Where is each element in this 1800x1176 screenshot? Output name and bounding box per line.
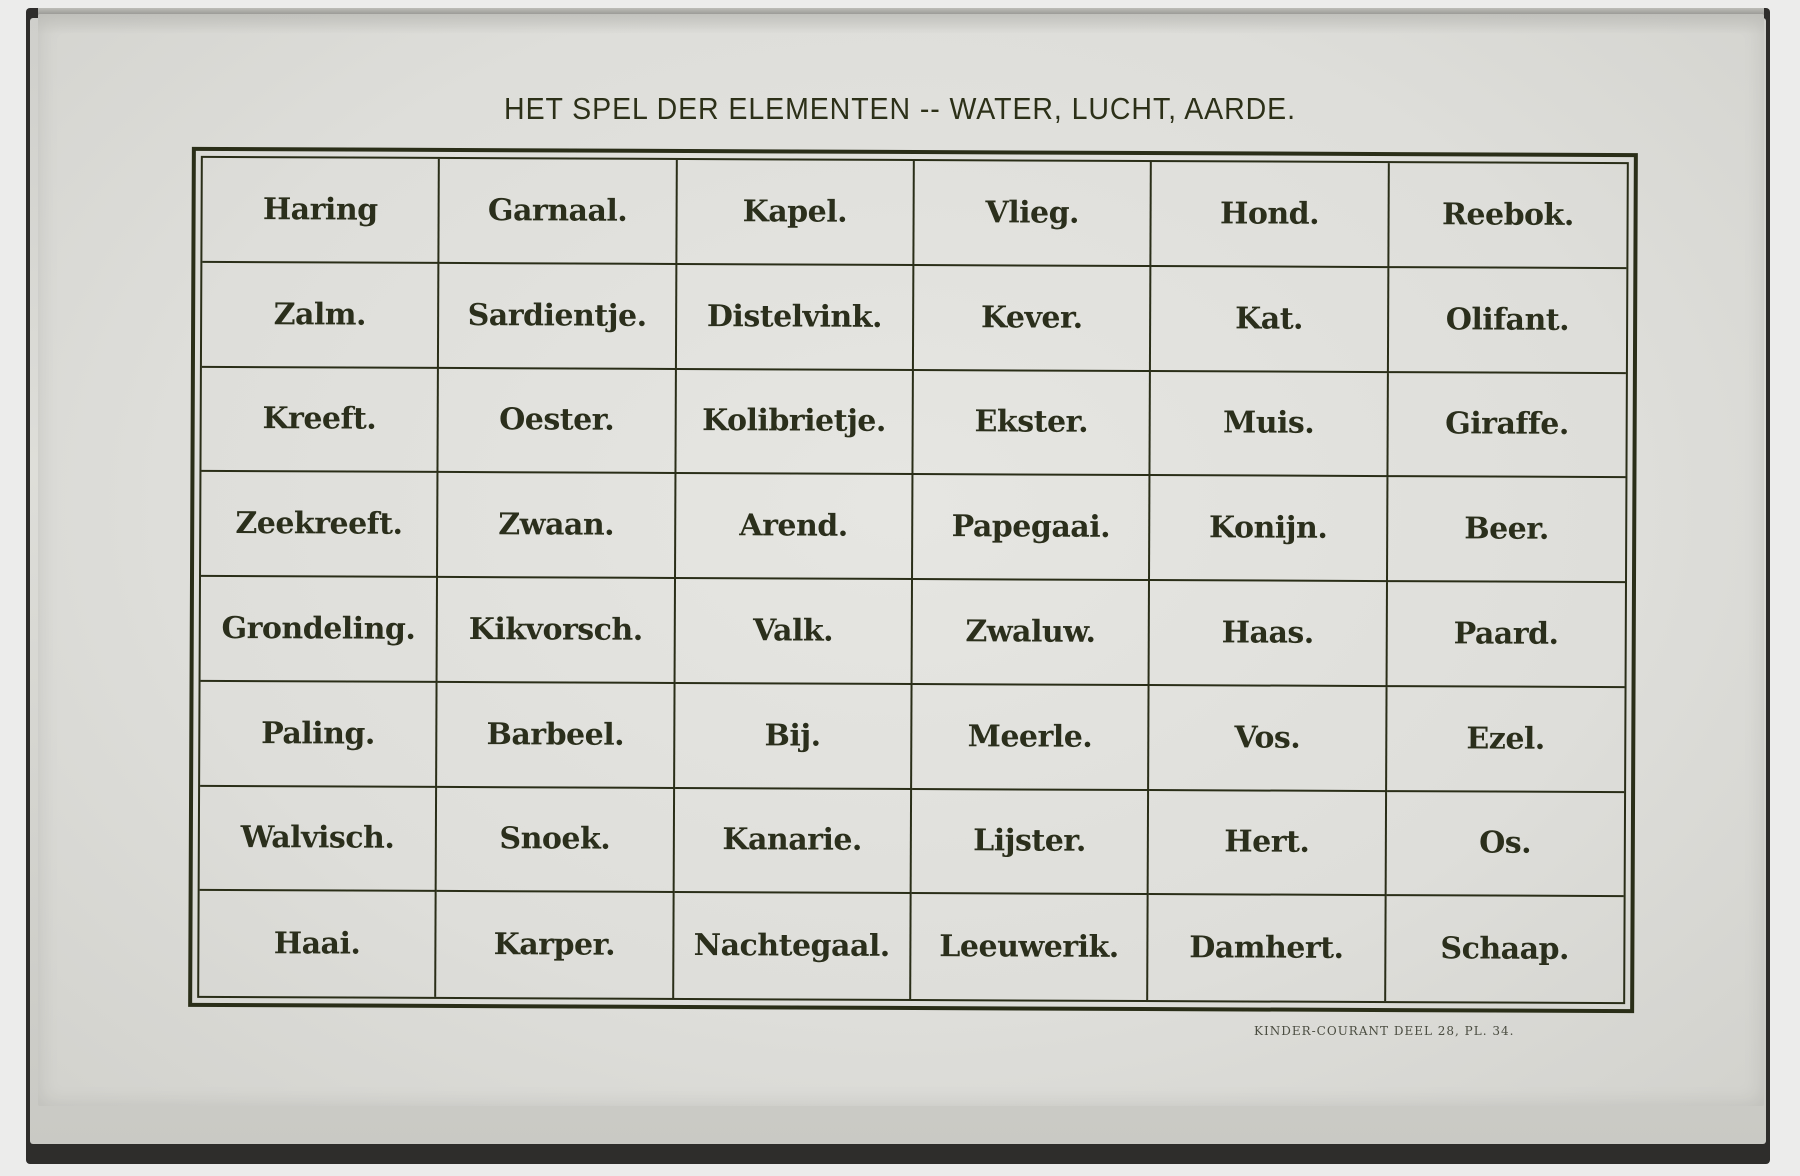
table-cell: Haas.	[1150, 581, 1388, 687]
table-cell: Kat.	[1151, 267, 1389, 373]
table-cell: Barbeel.	[437, 683, 675, 789]
table-cell: Karper.	[437, 892, 675, 998]
table-cell: Konijn.	[1150, 476, 1388, 582]
table-cell: Paard.	[1387, 582, 1625, 688]
table-cell: Ezel.	[1387, 687, 1625, 793]
table-cell: Grondeling.	[201, 577, 439, 683]
table-cell: Olifant.	[1389, 268, 1627, 374]
table-cell: Kanarie.	[674, 788, 912, 894]
word-table-grid	[197, 156, 1629, 1004]
table-cell: Zwaluw.	[913, 580, 1151, 686]
table-cell: Garnaal.	[440, 159, 678, 265]
table-cell: Hond.	[1152, 162, 1390, 268]
table-cell: Beer.	[1388, 477, 1626, 583]
table-cell: Os.	[1386, 792, 1624, 898]
page-title: HET SPEL DER ELEMENTEN -- WATER, LUCHT, AARDE.	[504, 91, 1296, 126]
table-cell: Valk.	[675, 579, 913, 685]
table-cell: Sardientje.	[439, 264, 677, 370]
page-fold-shadow	[38, 8, 1764, 34]
table-cell: Damhert.	[1148, 895, 1386, 1001]
table-cell: Kikvorsch.	[438, 578, 676, 684]
table-cell: Vos.	[1149, 686, 1387, 792]
table-cell: Kolibrietje.	[676, 369, 914, 475]
table-cell: Zwaan.	[438, 473, 676, 579]
table-cell: Ekster.	[913, 371, 1151, 477]
table-cell: Kreeft.	[201, 367, 439, 473]
table-cell: Zeekreeft.	[201, 472, 439, 578]
table-cell: Walvisch.	[200, 786, 438, 892]
table-cell: Kever.	[914, 266, 1152, 372]
table-cell: Nachtegaal.	[674, 893, 912, 999]
table-cell: Haai.	[199, 891, 437, 997]
table-cell: Hert.	[1149, 791, 1387, 897]
plate-caption: KINDER-COURANT DEEL 28, PL. 34.	[1254, 1024, 1515, 1038]
table-cell: Lijster.	[912, 789, 1150, 895]
table-cell: Leeuwerik.	[911, 894, 1149, 1000]
table-cell: Meerle.	[912, 685, 1150, 791]
table-cell: Muis.	[1151, 372, 1389, 478]
table-cell: Kapel.	[677, 160, 915, 266]
table-cell: Paling.	[200, 682, 438, 788]
table-cell: Vlieg.	[914, 161, 1152, 267]
table-cell: Zalm.	[202, 263, 440, 369]
table-cell: Arend.	[676, 474, 914, 580]
table-cell: Schaap.	[1440, 931, 1570, 967]
word-table	[188, 147, 1638, 1013]
table-cell: Papegaai.	[913, 475, 1151, 581]
table-cell: Oester.	[439, 368, 677, 474]
table-cell: Giraffe.	[1388, 373, 1626, 479]
table-cell: Haring	[202, 158, 440, 264]
table-cell: Bij.	[675, 684, 913, 790]
table-cell: Snoek.	[437, 787, 675, 893]
table-cell: Reebok.	[1389, 163, 1627, 269]
table-cell: Distelvink.	[677, 265, 915, 371]
